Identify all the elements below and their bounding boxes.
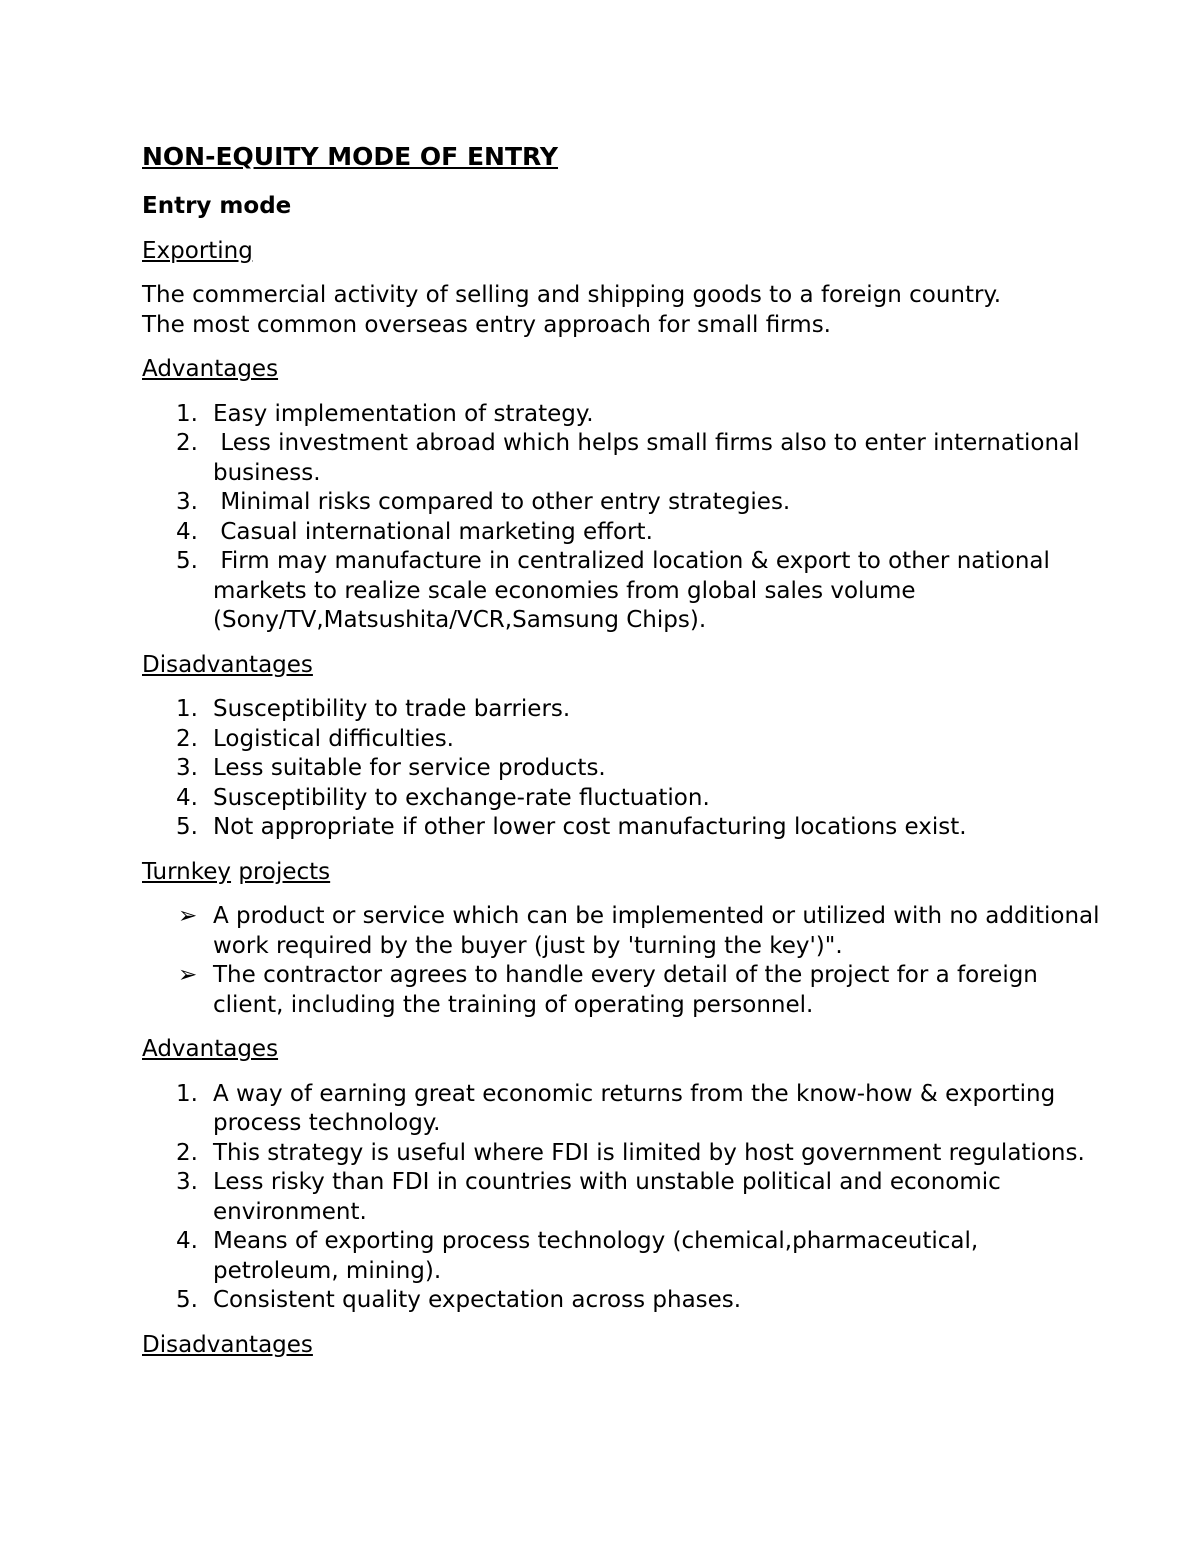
list-number: 4.	[176, 518, 198, 545]
list-item	[142, 1286, 1102, 1316]
turnkey-heading-word-1: Turnkey	[142, 858, 232, 885]
list-number: 2.	[176, 1139, 198, 1166]
exporting-advantages-list	[142, 400, 1102, 636]
turnkey-heading-word-2: projects	[238, 858, 331, 885]
list-number: 5.	[176, 1287, 198, 1313]
list-number: 3.	[176, 489, 198, 515]
exporting-disadvantages-heading: Disadvantages	[142, 651, 313, 678]
list-item	[142, 547, 1102, 636]
list-item	[142, 813, 1102, 843]
exporting-advantages-heading: Advantages	[142, 356, 279, 382]
list-item-text: Not appropriate if other lower cost manufacturing locations exist.	[213, 814, 967, 840]
exporting-description	[142, 281, 1102, 340]
list-item-text: The contractor agrees to handle every detail of the project for a foreign client, including the training of operating personnel.	[213, 962, 1038, 1018]
list-item	[142, 695, 1102, 725]
list-item-text: Logistical difficulties.	[213, 725, 454, 752]
turnkey-advantages-heading: Advantages	[142, 1036, 279, 1062]
list-item	[142, 784, 1102, 814]
exporting-disadvantages-list	[142, 695, 1102, 843]
list-item-text: Less risky than FDI in countries with unstable political and economic environment.	[213, 1169, 1001, 1225]
list-item	[142, 725, 1102, 755]
list-item-text: Susceptibility to exchange-rate fluctuation.	[213, 784, 710, 811]
list-number: 2.	[176, 725, 198, 752]
list-item-text: Means of exporting process technology (chemical,pharmaceutical, petroleum, mining).	[213, 1228, 979, 1284]
list-item	[142, 518, 1102, 548]
list-number: 1.	[176, 1080, 198, 1107]
list-item-text: Susceptibility to trade barriers.	[213, 696, 571, 722]
exporting-heading: Exporting	[142, 237, 253, 264]
list-number: 4.	[176, 1228, 198, 1254]
list-number: 5.	[176, 814, 198, 840]
list-item	[142, 961, 1102, 1020]
list-number: 4.	[176, 784, 198, 811]
turnkey-advantages-list	[142, 1080, 1102, 1316]
list-item	[142, 1168, 1102, 1227]
list-item	[142, 429, 1102, 488]
list-item-text: A product or service which can be implemented or utilized with no additional work required by the buyer (just by 'turning the key')".	[213, 903, 1100, 959]
list-item-text: Firm may manufacture in centralized location & export to other national markets to realize scale economies from global sales volume (Sony/TV,Matsushita/VCR,Samsung Chips).	[213, 548, 1058, 633]
list-item-text: This strategy is useful where FDI is limited by host government regulations.	[213, 1139, 1085, 1166]
turnkey-heading	[142, 858, 1102, 888]
list-number: 3.	[176, 1169, 198, 1195]
list-item-text: Less investment abroad which helps small firms also to enter international business.	[213, 430, 1087, 486]
list-item	[142, 1080, 1102, 1139]
list-item-text: Less suitable for service products.	[213, 755, 606, 781]
list-number: 3.	[176, 755, 198, 781]
list-item-text: Casual international marketing effort.	[213, 518, 653, 545]
arrow-bullet-icon: ➢	[178, 962, 198, 988]
list-number: 2.	[176, 430, 198, 456]
list-item	[142, 488, 1102, 518]
document-title: NON-EQUITY MODE OF ENTRY	[142, 142, 559, 171]
list-item-text: A way of earning great economic returns from the know-how & exporting process technology.	[213, 1080, 1056, 1136]
list-number: 5.	[176, 548, 198, 574]
list-item	[142, 902, 1102, 961]
list-item-text: Minimal risks compared to other entry strategies.	[213, 489, 791, 515]
list-number: 1.	[176, 400, 198, 427]
list-item	[142, 1227, 1102, 1286]
document-page	[142, 140, 1102, 1375]
list-item-text: Easy implementation of strategy.	[213, 400, 594, 427]
exporting-description-line-2: The most common overseas entry approach for small firms.	[142, 311, 831, 338]
list-item	[142, 400, 1102, 430]
list-item	[142, 1139, 1102, 1169]
entry-mode-heading: Entry mode	[142, 193, 292, 219]
exporting-description-line-1: The commercial activity of selling and shipping goods to a foreign country.	[142, 282, 1002, 308]
turnkey-disadvantages-heading: Disadvantages	[142, 1331, 313, 1358]
list-item-text: Consistent quality expectation across phases.	[213, 1287, 742, 1313]
arrow-bullet-icon: ➢	[178, 903, 198, 929]
list-item	[142, 754, 1102, 784]
turnkey-bullet-list	[142, 902, 1102, 1020]
list-number: 1.	[176, 696, 198, 722]
